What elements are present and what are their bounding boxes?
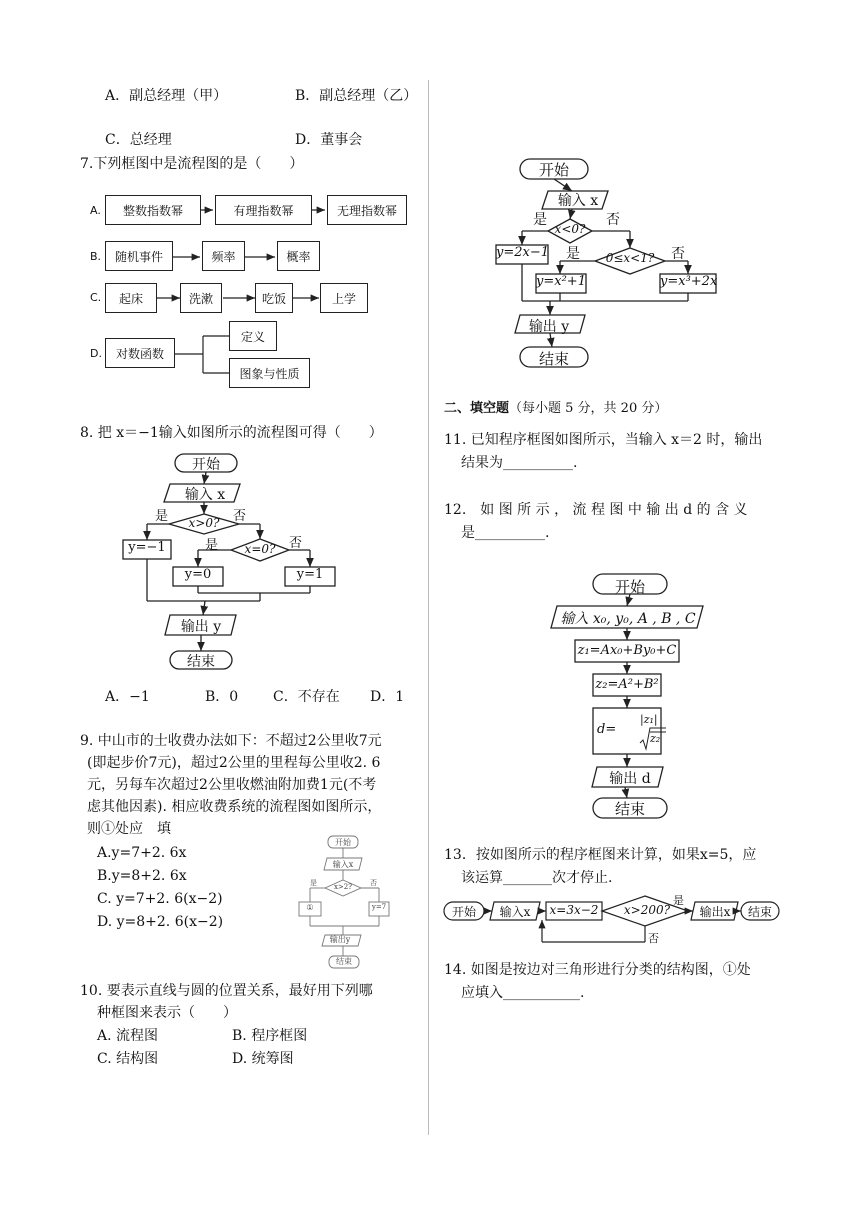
q9-start: 开始 [335,838,351,847]
q8-option-d: D．1 [370,689,405,705]
q12-flow-start: 开始 [614,578,645,596]
q11-flow-cond-1: x<0? [554,222,586,236]
q8-no-1: 否 [233,509,247,524]
q11-flow-end: 结束 [538,350,569,368]
q8-y-zero: y=0 [184,567,212,582]
q13-flow-end: 结束 [747,905,772,919]
q11-flow-b3: y=x³+2x [660,274,718,289]
q11-flowchart [490,155,730,375]
q8-no-2: 否 [289,536,303,551]
q9-option-d: D. y=8+2. 6(x−2) [97,914,224,930]
q9-end: 结束 [336,957,352,966]
q9-line-4: 虑其他因素). 相应收费系统的流程图如图所示， [87,799,382,815]
q11-flow-b2: y=x²+1 [536,274,586,289]
q8-yes-2: 是 [205,538,219,553]
q6-option-a: A．副总经理（甲） [105,88,228,104]
q12-flow-end: 结束 [614,800,645,818]
section-heading [444,399,667,419]
q11-flow-cond-2: 0≤x<1? [605,251,655,265]
column-divider [428,80,429,1135]
q14-line-1: 14. 如图是按边对三角形进行分类的结构图，①处 [444,962,751,978]
q8-y-neg: y=−1 [128,540,166,555]
q7-a-box-2: 有理指数幂 [215,195,312,225]
q12-flow-s3-num: |z₁| [640,713,658,726]
q9-cond: x>2? [333,883,353,891]
q13-flow-cond: x>200? [623,903,671,917]
q7-c-box-1: 起床 [105,283,157,313]
q12-flow-input: 输入 x₀, y₀, A , B , C [560,611,696,627]
q8-end: 结束 [187,654,215,670]
q13-line-1: 13．按如图所示的程序框图来计算，如果x=5，应 [444,847,757,863]
q9-no: 否 [370,879,377,887]
q8-option-b: B．0 [205,689,239,705]
q13-line-2: 该运算_______次才停止. [461,870,613,886]
q11-flow-b1: y=2x−1 [496,245,550,260]
q7-b-box-2: 频率 [202,241,245,271]
q7-d-label: D. [90,347,102,360]
q7-stem: 7.下列框图中是流程图的是（ ） [80,156,304,172]
q8-cond-2: x=0? [244,542,276,556]
q11-flow-no-2: 否 [671,246,685,262]
q7-c-box-2: 洗漱 [180,283,222,313]
q9-line-2: (即起步价7元)，超过2公里的里程每公里收2. 6 [87,755,381,771]
q12-line-2: 是__________. [461,525,550,541]
q11-flow-input: 输入 x [557,193,599,209]
q9-flowchart [295,830,405,970]
q10-option-a: A. 流程图 [97,1028,159,1044]
q7-d-branch-1: 定义 [229,321,277,351]
q9-option-b: B.y=8+2. 6x [97,868,187,884]
q11-flow-start: 开始 [538,161,569,179]
q7-b-label: B. [90,250,102,263]
q8-output: 输出 y [180,619,222,635]
q11-line-1: 11. 已知程序框图如图所示，当输入 x＝2 时，输出 [444,432,763,448]
q9-yes: 是 [310,879,317,887]
q11-line-2: 结果为__________. [461,455,578,471]
q13-flow-yes: 是 [673,894,684,907]
q10-line-2: 种框图来表示（ ） [97,1005,237,1021]
q9-mark: ① [306,903,314,912]
q13-flowchart [442,892,782,948]
q8-option-c: C．不存在 [273,689,340,705]
q8-start: 开始 [192,457,220,473]
q7-d-root: 对数函数 [105,338,175,368]
q10-line-1: 10. 要表示直线与圆的位置关系，最好用下列哪 [80,983,373,999]
q14-line-2: 应填入___________. [461,985,585,1001]
q10-option-d: D. 统筹图 [232,1051,294,1067]
q10-option-b: B. 程序框图 [232,1028,308,1044]
q12-line-1: 12. 如 图 所 示 ， 流 程 图 中 输 出 d 的 含 义 [444,502,748,518]
section-note: （每小题 5 分，共 20 分） [509,401,668,416]
q10-option-c: C. 结构图 [97,1051,159,1067]
q7-a-box-3: 无理指数幂 [327,195,407,225]
q11-flow-yes-2: 是 [566,246,580,262]
q8-option-a: A．−1 [105,689,150,705]
q12-flow-s3-den: z₂ [650,732,661,745]
q11-flow-output: 输出 y [528,319,570,335]
q6-option-b: B．副总经理（乙） [295,88,418,104]
q9-line-3: 元，另每车次超过2公里收燃油附加费1元(不考 [87,777,377,793]
q7-c-box-3: 吃饭 [255,283,293,313]
q9-input: 输入x [332,860,354,869]
q8-y-one: y=1 [296,567,324,582]
q11-flow-no-1: 否 [606,212,620,228]
q12-flow-s2: z₂=A²+B² [595,677,659,692]
q7-b-box-3: 概率 [277,241,320,271]
q8-input: 输入 x [184,487,226,503]
q7-d-branch-2: 图象与性质 [229,358,310,388]
q11-flow-yes-1: 是 [533,212,547,228]
q9-output: 输出y [329,935,351,944]
q7-a-box-1: 整数指数幂 [105,195,201,225]
q9-y7: y=7 [371,903,387,911]
q12-flow-output: 输出 d [609,771,651,787]
q8-cond-1: x>0? [188,516,220,530]
q13-flow-output: 输出x [699,905,731,919]
q12-flow-s3-lhs: d= [597,722,617,737]
section-title: 二、填空题 [444,401,510,416]
q8-yes-1: 是 [155,509,169,524]
q7-c-label: C. [90,291,102,304]
q6-option-c: C．总经理 [105,132,172,148]
q7-c-box-4: 上学 [320,283,368,313]
q13-flow-assign: x=3x−2 [549,903,599,917]
q7-b-box-1: 随机事件 [105,241,173,271]
q13-flow-input: 输入x [499,905,531,919]
q13-flow-no: 否 [648,932,659,945]
q6-option-d: D．董事会 [295,132,363,148]
q7-a-label: A. [90,204,101,217]
q9-option-c: C. y=7+2. 6(x−2) [97,891,223,907]
q12-flow-s1: z₁=Ax₀+By₀+C [577,643,677,658]
q13-flow-start: 开始 [451,905,476,919]
q9-line-5: 则①处应 填 [87,821,171,837]
q9-option-a: A.y=7+2. 6x [97,845,187,861]
q8-stem: 8. 把 x＝−1输入如图所示的流程图可得（ ） [80,425,383,441]
q9-line-1: 9. 中山市的士收费办法如下：不超过2公里收7元 [80,733,382,749]
q8-flowchart [115,448,350,678]
